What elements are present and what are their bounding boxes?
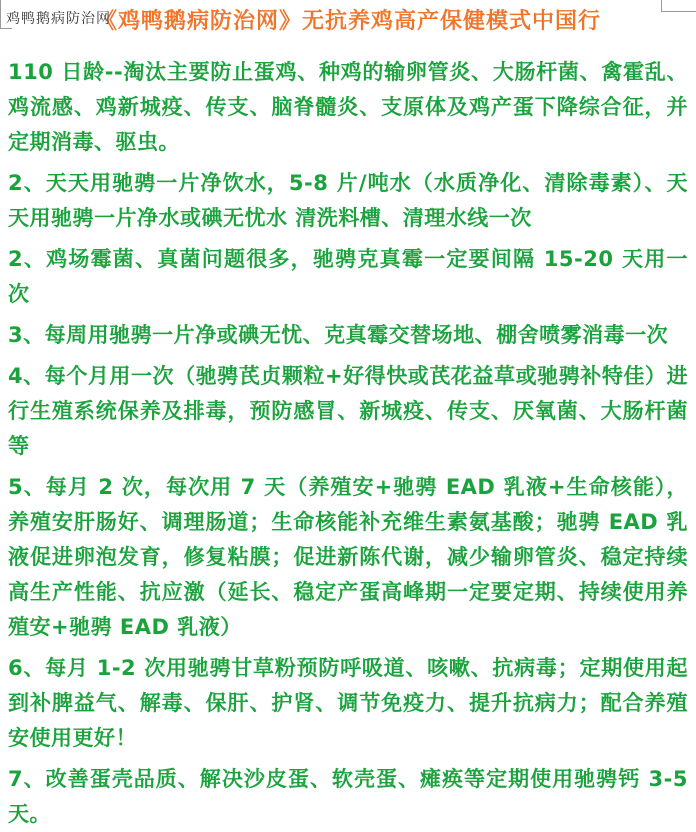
- paragraph-mold-control: 2、鸡场霉菌、真菌问题很多，驰骋克真霉一定要间隔 15-20 天用一次: [8, 247, 688, 306]
- page-title: 《鸡鸭鹅病防治网》无抗养鸡高产保健模式中国行: [94, 9, 601, 34]
- paragraph-weekly-spray: 3、每周用驰骋一片净或碘无忧、克真霉交替场地、棚舍喷雾消毒一次: [8, 323, 669, 347]
- paragraph-monthly-care: 4、每个月用一次（驰骋芪贞颗粒+好得快或芪花益草或驰骋补特佳）进行生殖系统保养及排毒，预防感冒、新城疫、传支、厌氧菌、大肠杆菌等: [8, 364, 688, 458]
- paragraph-ead-program: 5、每月 2 次，每次用 7 天（养殖安+驰骋 EAD 乳液+生命核能），养殖安肝肠好、调理肠道；生命核能补充维生素氨基酸；驰骋 EAD 乳液促进卵泡发育，修复粘膜；促进新陈代谢，减少输卵管炎、稳定持续高生产性能、抗应激（延长、稳定产蛋高峰期一定要定期、持续使用养殖安+驰骋 EAD 乳液）: [8, 475, 688, 639]
- paragraph-age-110: 110 日龄--淘汰主要防止蛋鸡、种鸡的输卵管炎、大肠杆菌、禽霍乱、鸡流感、鸡新城疫、传支、脑脊髓炎、支原体及鸡产蛋下降综合征，并定期消毒、驱虫。: [8, 60, 688, 154]
- site-watermark: 鸡鸭鹅病防治网: [6, 11, 111, 27]
- paragraph-eggshell-calcium: 7、改善蛋壳品质、解决沙皮蛋、软壳蛋、瘫痪等定期使用驰骋钙 3-5 天。: [8, 767, 688, 826]
- paragraph-daily-water: 2、天天用驰骋一片净饮水，5-8 片/吨水（水质净化、清除毒素）、天天用驰骋一片净水或碘无忧水 清洗料槽、清理水线一次: [8, 171, 688, 230]
- table-border-left-horizontal: [0, 28, 12, 29]
- article-body: [8, 55, 688, 832]
- table-border-right-horizontal: [661, 11, 696, 12]
- table-border-left-vertical: [0, 0, 1, 29]
- paragraph-licorice: 6、每月 1-2 次用驰骋甘草粉预防呼吸道、咳嗽、抗病毒；定期使用起到补脾益气、解毒、保肝、护肾、调节免疫力、提升抗病力；配合养殖安使用更好！: [8, 656, 688, 750]
